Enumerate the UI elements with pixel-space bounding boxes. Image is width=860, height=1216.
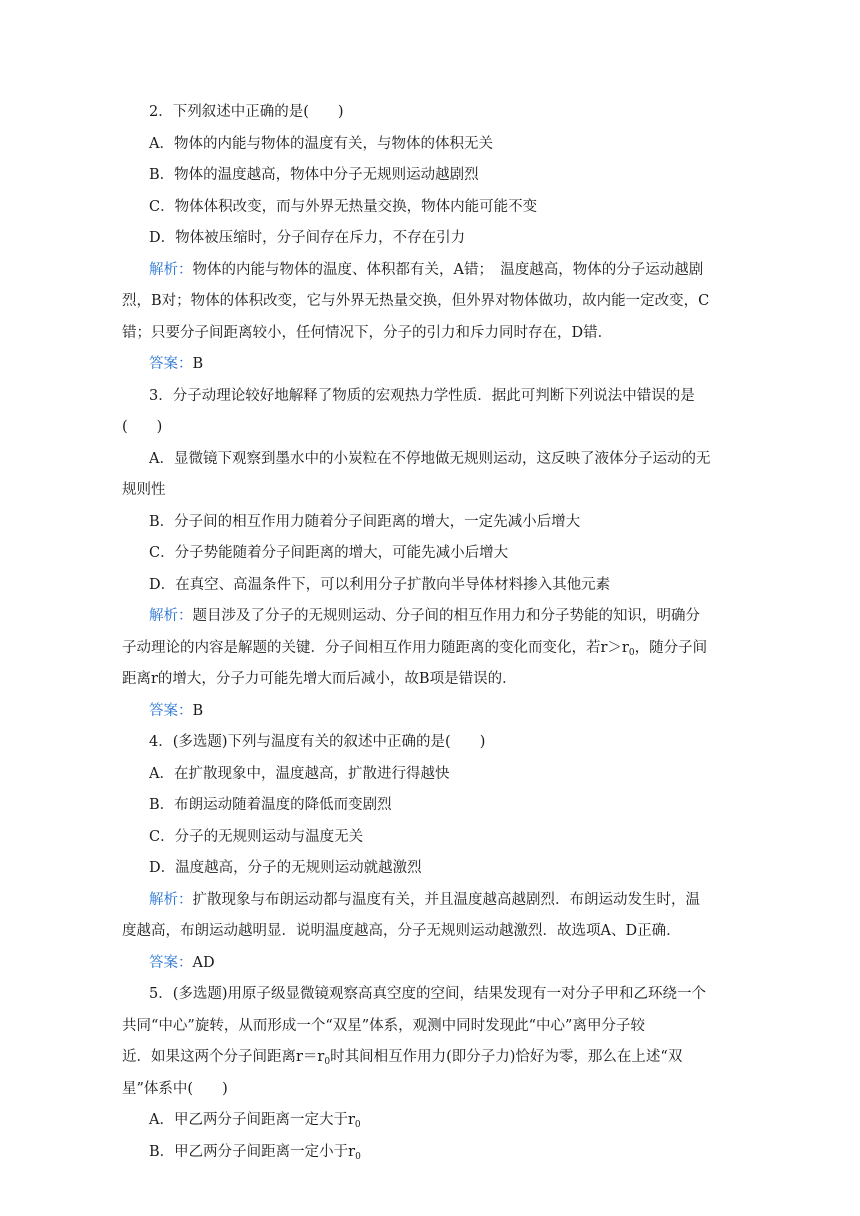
q5-option-a [122,1105,742,1137]
q4-answer-value: AD [192,954,215,971]
q3-answer [122,696,742,728]
q3-analysis-subscript: 0 [628,647,635,658]
q5-stem-subscript: 0 [324,1057,331,1067]
q5-stem-line3 [122,1042,742,1074]
q4-option-d: D．温度越高，分子的无规则运动就越激烈 [149,860,422,876]
q3-option-a-line2: 规则性 [122,482,166,498]
q2-analysis-line2: 烈，B对；物体的体积改变，它与外界无热量交换，但外界对物体做功，故内能一定改变，C [122,293,710,309]
q3-option-b: B．分子间的相互作用力随着分子间距离的增大，一定先减小后增大 [149,513,581,530]
q5-stem-text3a: 近．如果这两个分子间距离r＝r [122,1049,325,1065]
q3-stem-line1: 3．分子动理论较好地解释了物质的宏观热力学性质．据此可判断下列说法中错误的是 [149,387,695,404]
q5-option-b-subscript: 0 [355,1151,361,1162]
q3-analysis-label: 解析： [149,608,193,624]
q2-analysis-line1 [122,255,742,287]
q3-option-c: C．分子势能随着分子间距离的增大，可能先减小后增大 [149,545,509,561]
q3-analysis-line1 [122,601,742,633]
q4-option-c: C．分子的无规则运动与温度无关 [149,828,364,845]
q2-analysis-line3: 错；只要分子间距离较小，任何情况下，分子的引力和斥力同时存在，D错． [122,324,613,341]
q4-analysis-line2: 度越高，布朗运动越明显．说明温度越高，分子无规则运动越激烈．故选项A、D正确． [122,923,681,939]
q4-analysis-line1 [122,885,742,917]
q4-option-b: B．布朗运动随着温度的降低而变剧烈 [149,797,392,813]
q4-answer [122,948,742,980]
q5-stem-text3b: 时其间相互作用力(即分子力)恰好为零，那么在上述“双 [330,1049,683,1065]
q3-analysis-text2a: 子动理论的内容是解题的关键．分子间相互作用力随距离的变化而变化，若r＞r [122,639,629,656]
q2-answer [122,349,742,381]
q5-option-b [122,1137,742,1169]
q5-stem-line2: 共同“中心”旋转，从而形成一个“双星”体系，观测中同时发现此“中心”离甲分子较 [122,1017,645,1034]
q4-analysis-label: 解析： [149,891,193,908]
q4-analysis-text1: 扩散现象与布朗运动都与温度有关，并且温度越高越剧烈．布朗运动发生时，温 [192,891,700,908]
q5-stem-line1: 5．(多选题)用原子级显微镜观察高真空度的空间，结果发现有一对分子甲和乙环绕一个 [149,986,707,1002]
q3-stem-line2: ( ) [122,419,163,435]
q2-option-c: C．物体体积改变，而与外界无热量交换，物体内能可能不变 [149,198,538,215]
q3-analysis-text2b: ，随分子间 [634,639,708,656]
q4-stem: 4．(多选题)下列与温度有关的叙述中正确的是( ) [149,734,486,750]
q5-option-a-subscript: 0 [354,1120,361,1130]
q3-analysis-line3: 距离r的增大，分子力可能先增大而后减小，故B项是错误的． [122,671,517,687]
q3-analysis-line2 [122,633,742,665]
q5-stem-line4: 星”体系中( ) [122,1080,228,1097]
q2-analysis-text1: 物体的内能与物体的温度、体积都有关，A错； 温度越高，物体的分子运动越剧 [192,261,704,278]
q3-answer-value: B [192,702,204,719]
document-content [122,97,742,1168]
q5-option-b-text: B．甲乙两分子间距离一定小于r [149,1143,356,1160]
q2-option-a: A．物体的内能与物体的温度有关，与物体的体积无关 [149,135,493,152]
q4-answer-label: 答案： [149,954,193,971]
q2-option-b: B．物体的温度越高，物体中分子无规则运动越剧烈 [149,167,479,183]
q4-option-a: A．在扩散现象中，温度越高，扩散进行得越快 [149,765,450,782]
q3-analysis-text1: 题目涉及了分子的无规则运动、分子间的相互作用力和分子势能的知识，明确分 [192,608,700,624]
q3-option-a-line1: A．显微镜下观察到墨水中的小炭粒在不停地做无规则运动，这反映了液体分子运动的无 [149,450,711,467]
q3-option-d: D．在真空、高温条件下，可以利用分子扩散向半导体材料掺入其他元素 [149,576,611,593]
q3-answer-label: 答案： [149,702,193,719]
q2-analysis-label: 解析： [149,261,193,278]
q2-option-d: D．物体被压缩时，分子间存在斥力，不存在引力 [149,230,466,246]
q5-option-a-text: A．甲乙两分子间距离一定大于r [149,1112,355,1128]
q2-answer-label: 答案： [149,356,193,372]
q2-stem: 2．下列叙述中正确的是( ) [149,104,344,120]
q2-answer-value: B [192,356,204,372]
